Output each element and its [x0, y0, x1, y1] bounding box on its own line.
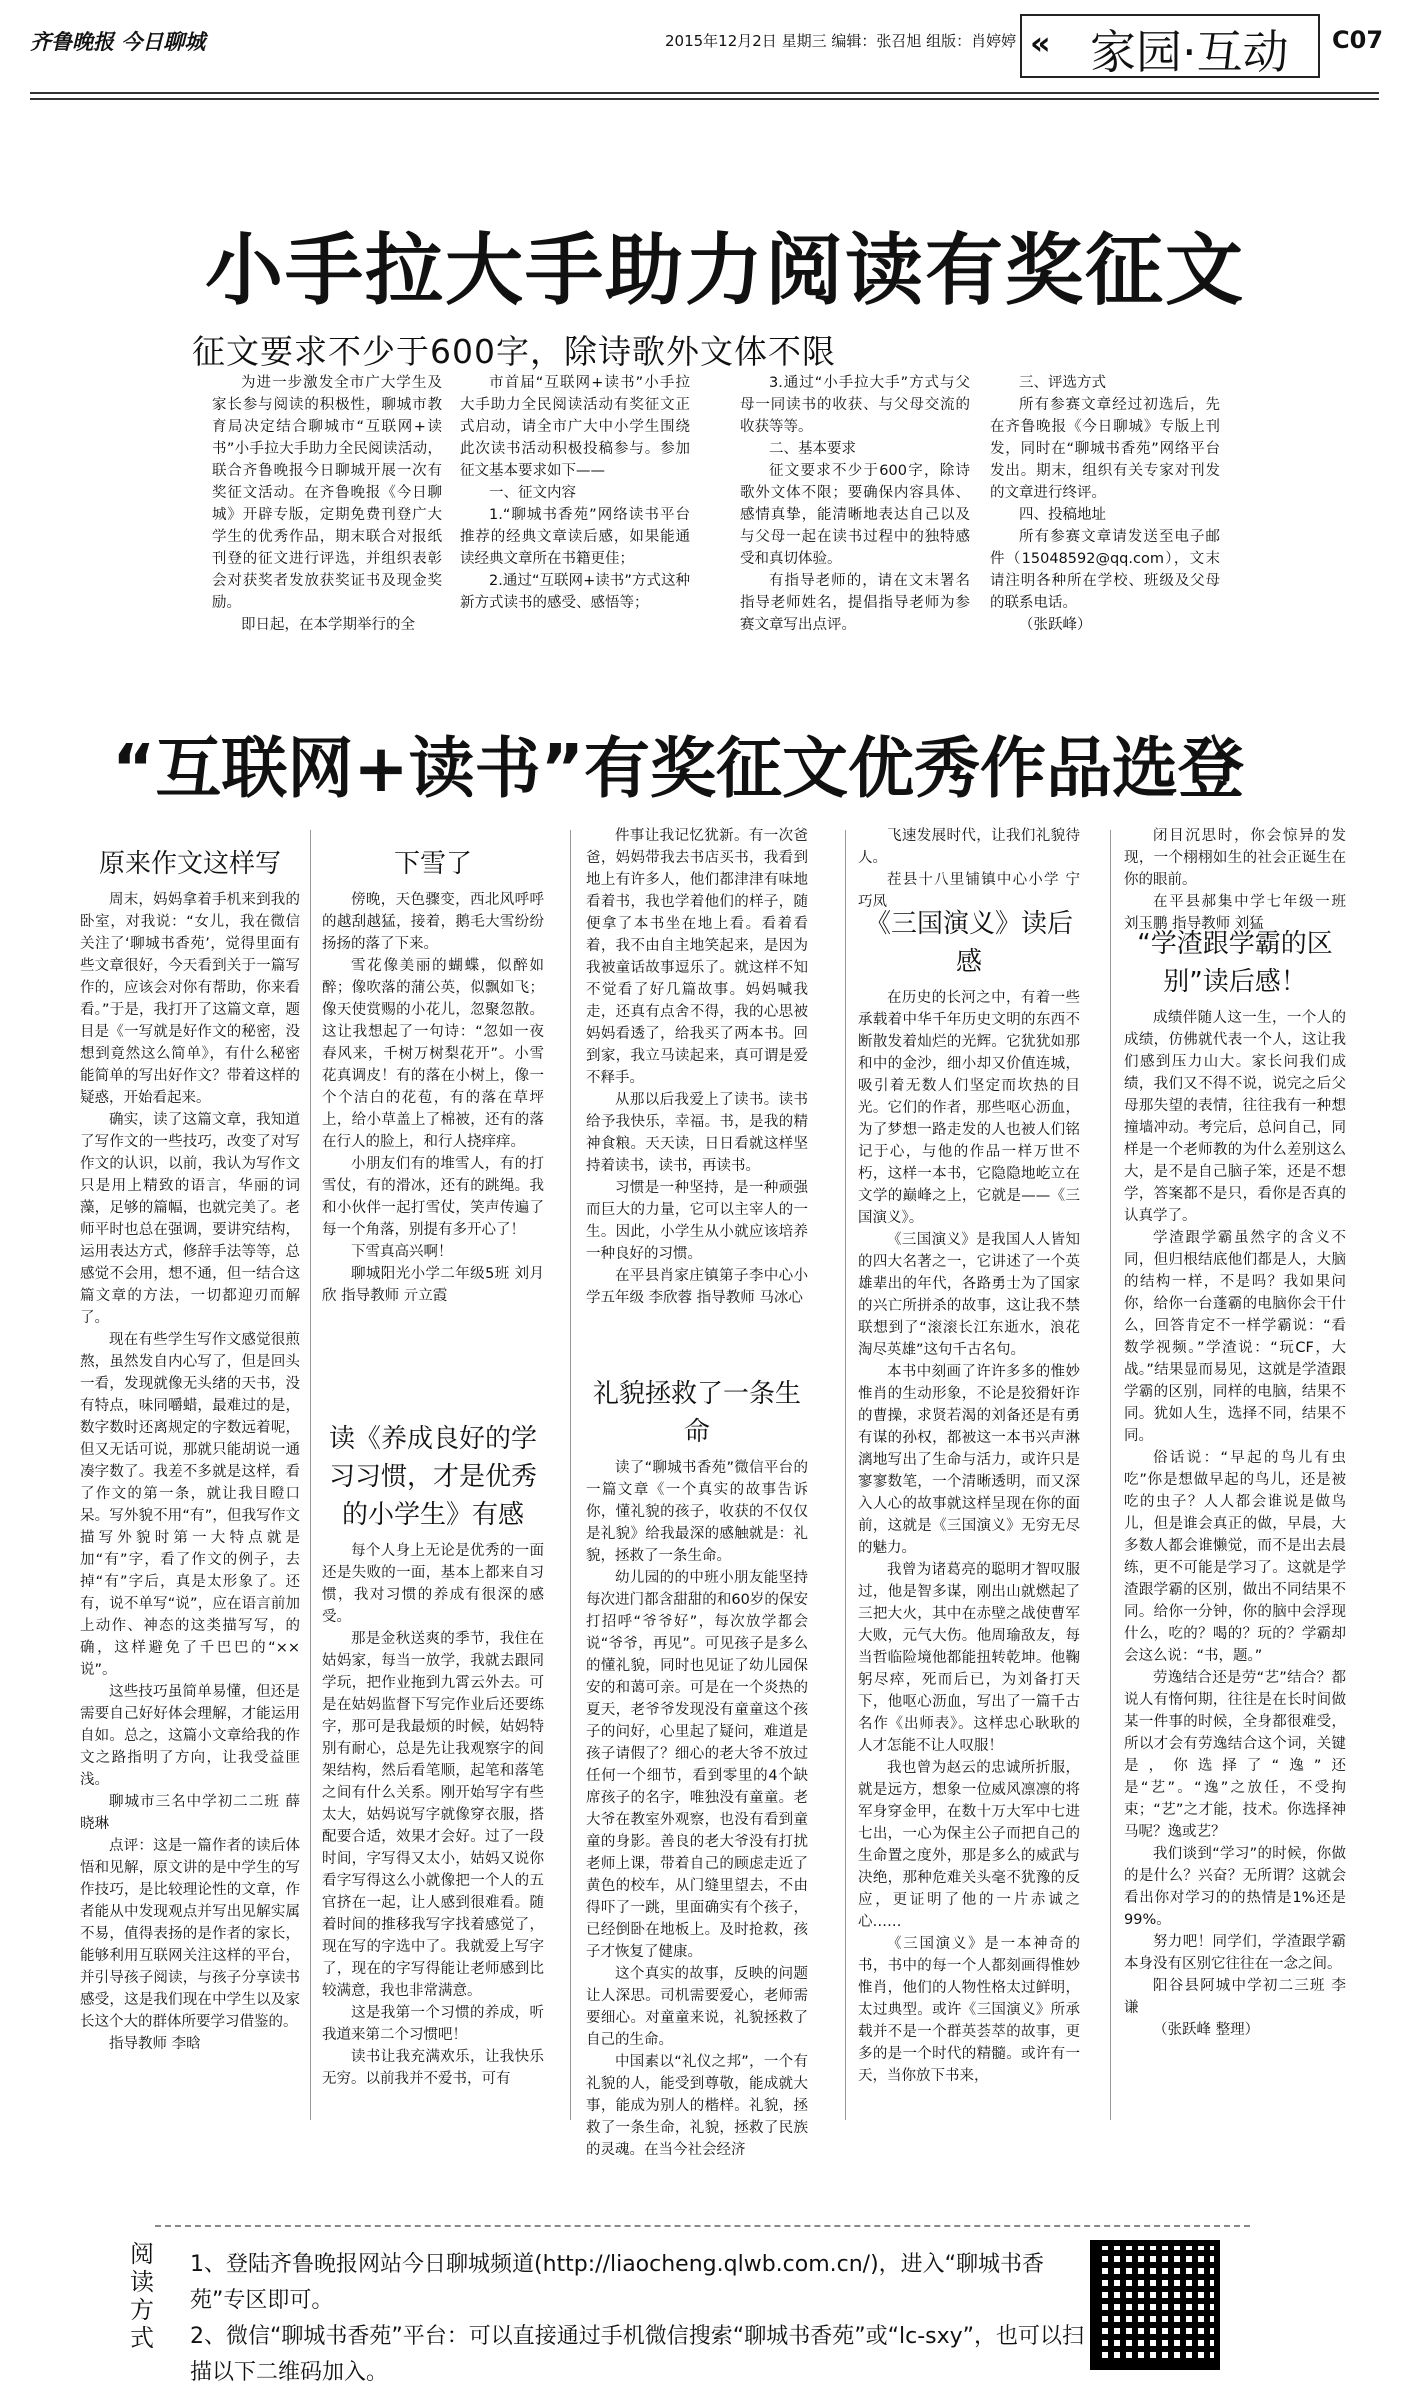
notice-paragraph: 三、评选方式	[1019, 375, 1106, 391]
article-paragraph: 聊城市三名中学初二二班 薛晓琳	[80, 1794, 300, 1832]
notice-paragraph: 所有参赛文章经过初选后，先在齐鲁晚报《今日聊城》专版上刊发，同时在“聊城书香苑”网络平台发出。期末，组织有关专家对刊发的文章进行终评。	[990, 397, 1220, 501]
article-paragraph: 茬县十八里铺镇中心小学 宁巧凤	[858, 872, 1080, 910]
header-rule	[30, 92, 1379, 94]
notice-column	[212, 372, 442, 712]
column-divider	[570, 830, 571, 2120]
notice-paragraph: （张跃峰）	[1019, 617, 1092, 633]
feature-article	[1124, 825, 1346, 932]
article-paragraph: 我也曾为赵云的忠诚所折服，就是远方，想象一位威风凛凛的将军身穿金甲，在数十万大军中七进七出，一心为保主公子而把自己的生命置之度外，那是多么的威武与决绝，那种危难关头毫不犹豫的反应，更证明了他的一片赤诚之心……	[858, 1760, 1080, 1930]
article-paragraph: 本书中刻画了许许多多的惟妙惟肖的生动形象，不论是狡猾奸诈的曹操，求贤若渴的刘备还是有勇有谋的孙权，都被这一本书兴声淋漓地写出了生命与活力，或许只是寥寥数笔，一个清晰透明，而又深入人心的故事就这样呈现在你的面前，这就是《三国演义》无穷无尽的魅力。	[858, 1364, 1080, 1556]
feature-article	[322, 1420, 544, 2110]
article-paragraph: 在平县郝集中学七年级一班 刘玉鹏 指导教师 刘猛	[1124, 894, 1346, 932]
notice-column	[740, 372, 970, 712]
article-paragraph: 这个真实的故事，反映的问题让人深思。司机需要爱心，老师需要细心。对童童来说，礼貌拯救了自己的生命。	[586, 1966, 808, 2048]
notice-paragraph: 有指导老师的，请在文末署名指导老师姓名，提倡指导老师为参赛文章写出点评。	[740, 573, 970, 633]
article-paragraph: 件事让我记忆犹新。有一次爸爸，妈妈带我去书店买书，我看到地上有许多人，他们都津津有味地看着书，我也学着他们的样子，随便拿了本书坐在地上看。看着看着，我不由自主地笑起来，是因为我被童话故事逗乐了。就这样不知不觉看了好几篇故事。妈妈喊我走，还真有点舍不得，我的心思被妈妈看透了，给我买了两本书。回到家，我立马读起来，真可谓是爱不释手。	[586, 828, 808, 1086]
article-paragraph: 指导教师 李晗	[109, 2036, 201, 2052]
article-paragraph: 那是金秋送爽的季节，我住在姑妈家，每当一放学，我就去跟同学玩，把作业拖到九霄云外去。可是在姑妈监督下写完作业后还要练字，那可是我最烦的时候，姑妈特别有耐心，总是先让我观察字的间架结构，然后看笔顺，起笔和落笔之间有什么关系。刚开始写字有些太大，姑妈说写字就像穿衣服，搭配要合适，效果才会好。过了一段时间，字写得又太小，姑妈又说你看字写得这么小就像把一个人的五官挤在一起，让人感到很难看。随着时间的推移我写字找着感觉了，现在写的字选中了。我就爱上写字了，现在的字写得能让老师感到比较满意，我也非常满意。	[322, 1631, 544, 1999]
article-paragraph: 这是我第一个习惯的养成，听我道来第二个习惯吧！	[322, 2005, 544, 2043]
article-paragraph: 幼儿园的的中班小朋友能坚持每次进门都含甜甜的和60岁的保安打招呼“爷爷好”，每次放学都会说“爷爷，再见”。可见孩子是多么的懂礼貌，同时也见证了幼儿园保安的和蔼可亲。可是在一个炎热的夏天，老爷爷发现没有童童这个孩子的问好，心里起了疑问，难道是孩子请假了？细心的老大爷不放过任何一个细节，看到零里的4个缺席孩子的名字，唯独没有童童。老大爷在教室外观察，也没有看到童童的身影。善良的老大爷没有打扰老师上课，带着自己的顾虑走近了黄色的校车，从门缝里望去，不由得吓了一跳，里面确实有个孩子，已经倒卧在地板上。及时抢救，孩子才恢复了健康。	[586, 1570, 808, 1960]
article-paragraph: （张跃峰 整理）	[1153, 2022, 1260, 2038]
notice-paragraph: 四、投稿地址	[1019, 507, 1106, 523]
footer-line-1: 1、登陆齐鲁晚报网站今日聊城频道(http://liaocheng.qlwb.com.cn/)，进入“聊城书香苑”专区即可。	[190, 2252, 1045, 2313]
column-divider	[310, 830, 311, 2120]
article-paragraph: 傍晚，天色骤变，西北风呼呼的越刮越猛，接着，鹅毛大雪纷纷扬扬的落了下来。	[322, 892, 544, 952]
notice-column	[990, 372, 1220, 712]
feature-headline: “互联网+读书”有奖征文优秀作品选登	[112, 730, 1245, 807]
notice-headline: 小手拉大手助力阅读有奖征文	[205, 226, 1246, 316]
article-paragraph: 飞速发展时代，让我们礼貌待人。	[858, 828, 1080, 866]
article-paragraph: 现在有些学生写作文感觉很煎熬，虽然发自内心写了，但是回头一看，发现就像无头绪的天书，没有特点，味同嚼蜡，最难过的是，数字数时还离规定的字数远着呢，但又无话可说，那就只能胡说一通凑字数了。我差不多就是这样，看了作文的第一条，就让我目瞪口呆。写外貌不用“有”，但我写作文描写外貌时第一大特点就是加“有”字，看了作文的例子，去掉“有”字后，真是太形象了。还有，说不单写“说”，应在语言前加上动作、神态的这类描写写，的确，这样避免了千巴巴的“××说”。	[80, 1332, 300, 1678]
notice-paragraph: 为进一步激发全市广大学生及家长参与阅读的积极性，聊城市教育局决定结合聊城市“互联网+读书”小手拉大手助力全民阅读活动，联合齐鲁晚报今日聊城开展一次有奖征文活动。在齐鲁晚报《今日聊城》开辟专版，定期免费刊登广大学生的优秀作品，期末联合对报纸刊登的征文进行评选，并组织表彰会对获奖者发放获奖证书及现金奖励。	[212, 375, 442, 611]
article-title: 礼貌拯救了一条生命	[592, 1379, 801, 1447]
footer-text	[190, 2247, 1090, 2391]
article-paragraph: 成绩伴随人这一生，一个人的成绩，仿佛就代表一个人，这让我们感到压力山大。家长问我们成绩，我们又不得不说，说完之后父母那失望的表情，往往我有一种想撞墙冲动。考完后，总问自己，同样是一个老师教的为什么差别这么大，是不是自己脑子笨，还是不想学，答案都不是只，看你是否真的认真学了。	[1124, 1010, 1346, 1224]
notice-paragraph: 1.“聊城书香苑”网络读书平台推荐的经典文章读后感，如果能通读经典文章所在书籍更佳；	[460, 507, 690, 567]
footer-label: 阅读方式	[130, 2240, 154, 2352]
article-paragraph: 点评：这是一篇作者的读后体悟和见解，原文讲的是中学生的写作技巧，是比较理论性的文章，作者能从中发现观点并写出见解实属不易，值得表扬的是作者的家长，能够利用互联网关注这样的平台，并引导孩子阅读，与孩子分享读书感受，这是我们现在中学生以及家长这个大的群体所要学习借鉴的。	[80, 1838, 300, 2030]
article-paragraph: 俗话说：“早起的鸟儿有虫吃”你是想做早起的鸟儿，还是被吃的虫子？人人都会谁说是做鸟儿，但是谁会真正的做，早晨，大多数人都会谁懒觉，而不是出去晨练，更不可能是学习了。这就是学渣跟学霸的区别，做出不同结果不同。给你一分钟，你的脑中会浮现什么，吃的？喝的？玩的？学霸却会这么说：“书，题。”	[1124, 1450, 1346, 1664]
article-paragraph: 闭目沉思时，你会惊异的发现，一个栩栩如生的社会正诞生在你的眼前。	[1124, 828, 1346, 888]
article-paragraph: 学渣跟学霸虽然字的含义不同，但归根结底他们都是人，大脑的结构一样，不是吗？我如果问你，给你一台蓬霸的电脑你会干什么，回答肯定不一样学霸说：“看数学视频。”学渣说：“玩CF，大战。”结果显而易见，这就是学渣跟学霸的区别，同样的电脑，结果不同。犹如人生，选择不同，结果不同。	[1124, 1230, 1346, 1444]
article-title: “学渣跟学霸的区别”读后感！	[1137, 929, 1333, 997]
article-paragraph: 阳谷县阿城中学初二三班 李谦	[1124, 1978, 1346, 2016]
article-title: 《三国演义》读后感	[864, 909, 1073, 977]
article-paragraph: 读书让我充满欢乐，让我快乐无穷。以前我并不爱书，可有	[322, 2049, 544, 2087]
column-divider	[845, 830, 846, 2120]
article-paragraph: 在平县肖家庄镇第子李中心小学五年级 李欣蓉 指导教师 马冰心	[586, 1268, 808, 1306]
notice-paragraph: 即日起，在本学期举行的全	[241, 617, 415, 633]
notice-paragraph: 3.通过“小手拉大手”方式与父母一同读书的收获、与父母交流的收获等等。	[740, 375, 970, 435]
article-paragraph: 小朋友们有的堆雪人，有的打雪仗，有的滑冰，还有的跳绳。我和小伙伴一起打雪仗，笑声传遍了每一个角落，别提有多开心了！	[322, 1156, 544, 1238]
masthead: 齐鲁晚报 今日聊城	[30, 29, 206, 54]
page-number: C07	[1332, 26, 1384, 54]
article-paragraph: 习惯是一种坚持，是一种顽强而巨大的力量，它可以主宰人的一生。因此，小学生从小就应该培养一种良好的习惯。	[586, 1180, 808, 1262]
section-title: 家园·互动	[1090, 25, 1289, 79]
article-paragraph: 下雪真高兴啊！	[351, 1244, 453, 1260]
header-rule-2	[30, 98, 1379, 100]
article-paragraph: 努力吧！同学们，学渣跟学霸本身没有区别它往往在一念之间。	[1124, 1934, 1346, 1972]
feature-article	[858, 905, 1080, 2110]
notice-paragraph: 2.通过“互联网+读书”方式这种新方式读书的感受、感悟等；	[460, 573, 690, 611]
article-paragraph: 《三国演义》是我国人人皆知的四大名著之一，它讲述了一个英雄辈出的年代，各路勇士为了国家的兴亡所拼杀的故事，这让我不禁联想到了“滚滚长江东逝水，浪花淘尽英雄”这句千古名句。	[858, 1232, 1080, 1358]
article-title: 读《养成良好的学习习惯，才是优秀的小学生》有感	[328, 1424, 537, 1530]
article-paragraph: 聊城阳光小学二年级5班 刘月欣 指导教师 亓立霞	[322, 1266, 544, 1304]
article-paragraph: 周末，妈妈拿着手机来到我的卧室，对我说：“女儿，我在微信关注了‘聊城书香苑’，觉得里面有些文章很好，今天看到关于一篇写作的，应该会对你有帮助，你来看看。”于是，我打开了这篇文章，题目是《一写就是好作文的秘密，没想到竟然这么简单》，有什么秘密能简单的写出好作文？带着这样的疑惑，开始看起来。	[80, 892, 300, 1106]
article-paragraph: 雪花像美丽的蝴蝶，似醉如醉；像吹落的蒲公英，似飘如飞；像天使赏赐的小花儿，忽聚忽散。这让我想起了一句诗：“忽如一夜春风来，千树万树梨花开”。小雪花真调皮！有的落在小树上，像一个个洁白的花苞，有的落在草坪上，给小草盖上了棉被，还有的落在行人的脸上，和行人挠痒痒。	[322, 958, 544, 1150]
article-paragraph: 我们谈到“学习”的时候，你做的是什么？兴奋？无所谓？这就会看出你对学习的的热情是1%还是99%。	[1124, 1846, 1346, 1928]
feature-article	[586, 1375, 808, 2158]
footer-line-2: 2、微信“聊城书香苑”平台：可以直接通过手机微信搜索“聊城书香苑”或“lc-sxy”，也可以扫描以下二维码加入。	[190, 2324, 1085, 2385]
article-paragraph: 在历史的长河之中，有着一些承载着中华千年历史文明的东西不断散发着灿烂的光辉。它犹犹如那和中的金沙，细小却又价值连城，吸引着无数人们坚定而坎热的目光。它们的作者，那些呕心沥血，为了梦想一路走发的人也被人们铭记于心，与他的作品一样万世不朽，这样一本书，它隐隐地屹立在文学的巅峰之上，它就是——《三国演义》。	[858, 990, 1080, 1226]
article-paragraph: 每个人身上无论是优秀的一面还是失败的一面，基本上都来自习惯，我对习惯的养成有很深的感受。	[322, 1543, 544, 1625]
column-divider	[1110, 830, 1111, 2120]
feature-article	[80, 845, 300, 2095]
article-paragraph: 这些技巧虽简单易懂，但还是需要自己好好体会理解，才能运用自如。总之，这篇小文章给我的作文之路指明了方向，让我受益匪浅。	[80, 1684, 300, 1788]
notice-paragraph: 市首届“互联网+读书”小手拉大手助力全民阅读活动有奖征文正式启动，请全市广大中小学生围绕此次读书活动积极投稿参与。参加征文基本要求如下——	[460, 375, 690, 479]
article-paragraph: 劳逸结合还是劳“艺”结合？都说人有惰何期，往往是在长时间做某一件事的时候，全身都很难受，所以才会有劳逸结合这个词，关键是，你选择了“逸”还是“艺”。“逸”之放任，不受拘束；“艺”之才能，技术。你选择神马呢？逸或艺？	[1124, 1670, 1346, 1840]
article-title: 原来作文这样写	[98, 849, 281, 879]
article-paragraph: 中国素以“礼仪之邦”，一个有礼貌的人，能受到尊敬，能成就大事，能成为别人的楷样。礼貌，拯救了一条生命，礼貌，拯救了民族的灵魂。在当今社会经济	[586, 2054, 808, 2158]
article-paragraph: 从那以后我爱上了读书。读书给予我快乐，幸福。书，是我的精神食粮。天天读，日日看就这样坚持着读书，读书，再读书。	[586, 1092, 808, 1174]
notice-paragraph: 二、基本要求	[769, 441, 856, 457]
qr-code[interactable]	[1090, 2240, 1220, 2370]
notice-paragraph: 征文要求不少于600字，除诗歌外文体不限；要确保内容具体、感情真挚，能清晰地表达自己以及与父母一起在读书过程中的独特感受和真切体验。	[740, 463, 970, 567]
article-title: 下雪了	[393, 849, 472, 879]
feature-article	[1124, 925, 1346, 2105]
issue-meta: 2015年12月2日 星期三 编辑：张召旭 组版：肖婷婷	[665, 32, 1017, 50]
notice-paragraph: 所有参赛文章请发送至电子邮件（15048592@qq.com），文末请注明各种所在学校、班级及父母的联系电话。	[990, 529, 1220, 611]
notice-paragraph: 一、征文内容	[489, 485, 576, 501]
article-paragraph: 确实，读了这篇文章，我知道了写作文的一些技巧，改变了对写作文的认识，以前，我认为写作文只是用上精致的语言，华丽的词藻，足够的篇幅，也就完美了。老师平时也总在强调，要讲究结构，运用表达方式，修辞手法等等，总感觉不会用，想不通，但一结合这篇文章的方法，一切都迎刃而解了。	[80, 1112, 300, 1326]
article-paragraph: 我曾为诸葛亮的聪明才智叹服过，他是智多谋，刚出山就燃起了三把大火，其中在赤壁之战使曹军大败，元气大伤。他周瑜敌友，每当哲临险境他都能扭转乾坤。他鞠躬尽瘁，死而后已，为刘备打天下，他呕心沥血，写出了一篇千古名作《出师表》。这样忠心耿耿的人才怎能不让人叹服！	[858, 1562, 1080, 1754]
feature-article	[586, 825, 808, 1365]
notice-subhead: 征文要求不少于600字，除诗歌外文体不限	[192, 332, 836, 371]
article-paragraph: 《三国演义》是一本神奇的书，书中的每一个人都刻画得惟妙惟肖，他们的人物性格太过鲜明，太过典型。或许《三国演义》所承载并不是一个群英荟萃的故事，更多的是一个时代的精髓。或许有一天，当你放下书来，	[858, 1936, 1080, 2084]
notice-column	[460, 372, 690, 712]
feature-article	[858, 825, 1080, 910]
article-paragraph: 读了“聊城书香苑”微信平台的一篇文章《一个真实的故事告诉你，懂礼貌的孩子，收获的不仅仅是礼貌》给我最深的感触就是：礼貌，拯救了一条生命。	[586, 1460, 808, 1564]
double-chevron-icon: «	[1030, 24, 1051, 62]
feature-article	[322, 845, 544, 1405]
